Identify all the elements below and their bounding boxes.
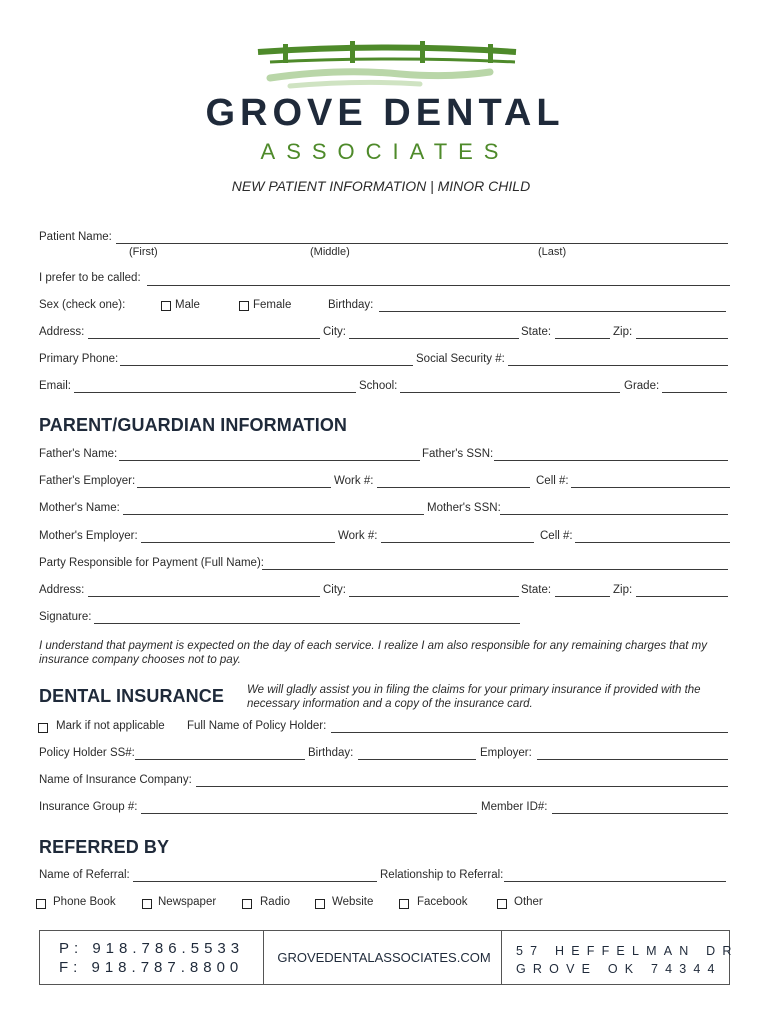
guardian-address-field[interactable] (88, 596, 320, 597)
preferred-name-field[interactable] (147, 285, 730, 286)
father-name-field[interactable] (119, 460, 420, 461)
referral-name-field[interactable] (133, 881, 377, 882)
not-applicable-label: Mark if not applicable (56, 720, 165, 732)
guardian-city-field[interactable] (349, 596, 519, 597)
school-field[interactable] (400, 392, 620, 393)
female-checkbox[interactable] (239, 301, 249, 311)
referred-heading: REFERRED BY (39, 837, 170, 857)
grade-label: Grade: (624, 380, 660, 392)
first-caption: (First) (129, 246, 158, 258)
zip-label: Zip: (613, 326, 633, 338)
middle-caption: (Middle) (310, 246, 350, 258)
mother-name-field[interactable] (123, 514, 424, 515)
footer-fax: F: 918.787.8800 (59, 959, 244, 976)
female-label: Female (253, 299, 292, 311)
member-id-label: Member ID#: (481, 801, 548, 813)
father-ssn-field[interactable] (494, 460, 728, 461)
mother-employer-label: Mother's Employer: (39, 530, 138, 542)
phone-book-checkbox[interactable] (36, 899, 46, 909)
policy-holder-label: Full Name of Policy Holder: (187, 720, 327, 732)
mother-name-label: Mother's Name: (39, 502, 120, 514)
ssn-label: Social Security #: (416, 353, 505, 365)
father-employer-label: Father's Employer: (39, 475, 136, 487)
group-number-label: Insurance Group #: (39, 801, 138, 813)
address-label: Address: (39, 326, 85, 338)
footer-website[interactable]: GROVEDENTALASSOCIATES.COM (277, 950, 491, 965)
guardian-city-label: City: (323, 584, 346, 596)
member-id-field[interactable] (552, 813, 728, 814)
insurance-note-line-1: We will gladly assist you in filing the claims for your primary insurance if provided with the (247, 684, 701, 696)
father-employer-field[interactable] (137, 487, 331, 488)
guardian-address-label: Address: (39, 584, 85, 596)
mother-ssn-field[interactable] (500, 514, 728, 515)
email-label: Email: (39, 380, 71, 392)
facebook-label: Facebook (417, 896, 468, 908)
address-field[interactable] (88, 338, 320, 339)
mother-ssn-label: Mother's SSN: (427, 502, 501, 514)
footer-address-line-1: 57 HEFFELMAN DR (516, 944, 739, 958)
guardian-zip-label: Zip: (613, 584, 633, 596)
insurance-heading: DENTAL INSURANCE (39, 686, 224, 706)
footer-divider-right (501, 931, 502, 984)
contact-footer (39, 930, 739, 985)
phone-field[interactable] (120, 365, 413, 366)
grade-field[interactable] (662, 392, 727, 393)
not-applicable-checkbox[interactable] (38, 723, 48, 733)
father-cell-label: Cell #: (536, 475, 569, 487)
form-title: NEW PATIENT INFORMATION | MINOR CHILD (231, 178, 531, 194)
payment-notice-line-1: I understand that payment is expected on the day of each service. I realize I am also responsible for any remaining charges that my (39, 640, 707, 652)
sex-label: Sex (check one): (39, 299, 126, 311)
preferred-name-label: I prefer to be called: (39, 272, 141, 284)
father-work-field[interactable] (377, 487, 530, 488)
radio-label: Radio (260, 896, 291, 908)
payment-notice-line-2: insurance company chooses not to pay. (39, 654, 241, 666)
brand-subtitle: ASSOCIATES (260, 139, 510, 164)
relationship-field[interactable] (504, 881, 726, 882)
ssn-field[interactable] (508, 365, 728, 366)
footer-divider-left (263, 931, 264, 984)
holder-employer-label: Employer: (480, 747, 532, 759)
mother-work-field[interactable] (381, 542, 534, 543)
father-ssn-label: Father's SSN: (422, 448, 494, 460)
holder-employer-field[interactable] (537, 759, 728, 760)
holder-birthday-label: Birthday: (308, 747, 354, 759)
mother-cell-field[interactable] (575, 542, 730, 543)
radio-checkbox[interactable] (242, 899, 252, 909)
holder-ss-label: Policy Holder SS#: (39, 747, 135, 759)
facebook-checkbox[interactable] (399, 899, 409, 909)
newspaper-label: Newspaper (158, 896, 217, 908)
website-label: Website (332, 896, 374, 908)
phone-book-label: Phone Book (53, 896, 116, 908)
address-block (516, 942, 739, 978)
policy-holder-field[interactable] (331, 732, 728, 733)
insurance-note (247, 683, 727, 711)
signature-label: Signature: (39, 611, 92, 623)
phone-label: Primary Phone: (39, 353, 119, 365)
responsible-party-label: Party Responsible for Payment (Full Name): (39, 557, 264, 569)
father-name-label: Father's Name: (39, 448, 118, 460)
group-number-field[interactable] (141, 813, 477, 814)
footer-phone: P: 918.786.5533 (59, 940, 245, 957)
patient-name-field[interactable] (116, 243, 728, 244)
mother-cell-label: Cell #: (540, 530, 573, 542)
last-caption: (Last) (538, 246, 567, 258)
phone-fax-block (59, 939, 244, 977)
state-label: State: (521, 326, 552, 338)
insurance-company-field[interactable] (196, 786, 728, 787)
other-label: Other (514, 896, 543, 908)
father-work-label: Work #: (334, 475, 374, 487)
relationship-label: Relationship to Referral: (380, 869, 504, 881)
insurance-company-label: Name of Insurance Company: (39, 774, 192, 786)
footer-address-line-2: GROVE OK 74344 (516, 962, 722, 976)
male-checkbox[interactable] (161, 301, 171, 311)
father-cell-field[interactable] (571, 487, 730, 488)
bridge-logo-icon (250, 38, 525, 93)
school-label: School: (359, 380, 398, 392)
birthday-field[interactable] (379, 311, 726, 312)
birthday-label: Birthday: (328, 299, 374, 311)
signature-field[interactable] (94, 623, 520, 624)
guardian-zip-field[interactable] (636, 596, 728, 597)
holder-ss-field[interactable] (135, 759, 305, 760)
state-field[interactable] (555, 338, 610, 339)
mother-employer-field[interactable] (141, 542, 335, 543)
insurance-note-line-2: necessary information and a copy of the insurance card. (247, 698, 533, 710)
city-label: City: (323, 326, 346, 338)
email-field[interactable] (74, 392, 356, 393)
guardian-state-label: State: (521, 584, 552, 596)
guardian-state-field[interactable] (555, 596, 610, 597)
newspaper-checkbox[interactable] (142, 899, 152, 909)
website-checkbox[interactable] (315, 899, 325, 909)
mother-work-label: Work #: (338, 530, 378, 542)
zip-field[interactable] (636, 338, 728, 339)
male-label: Male (175, 299, 200, 311)
holder-birthday-field[interactable] (358, 759, 476, 760)
guardian-heading: PARENT/GUARDIAN INFORMATION (39, 415, 348, 435)
payment-notice (39, 639, 739, 667)
responsible-party-field[interactable] (262, 569, 728, 570)
patient-name-label: Patient Name: (39, 231, 112, 243)
other-checkbox[interactable] (497, 899, 507, 909)
city-field[interactable] (349, 338, 519, 339)
brand-title: GROVE DENTAL (205, 92, 565, 134)
referral-name-label: Name of Referral: (39, 869, 130, 881)
